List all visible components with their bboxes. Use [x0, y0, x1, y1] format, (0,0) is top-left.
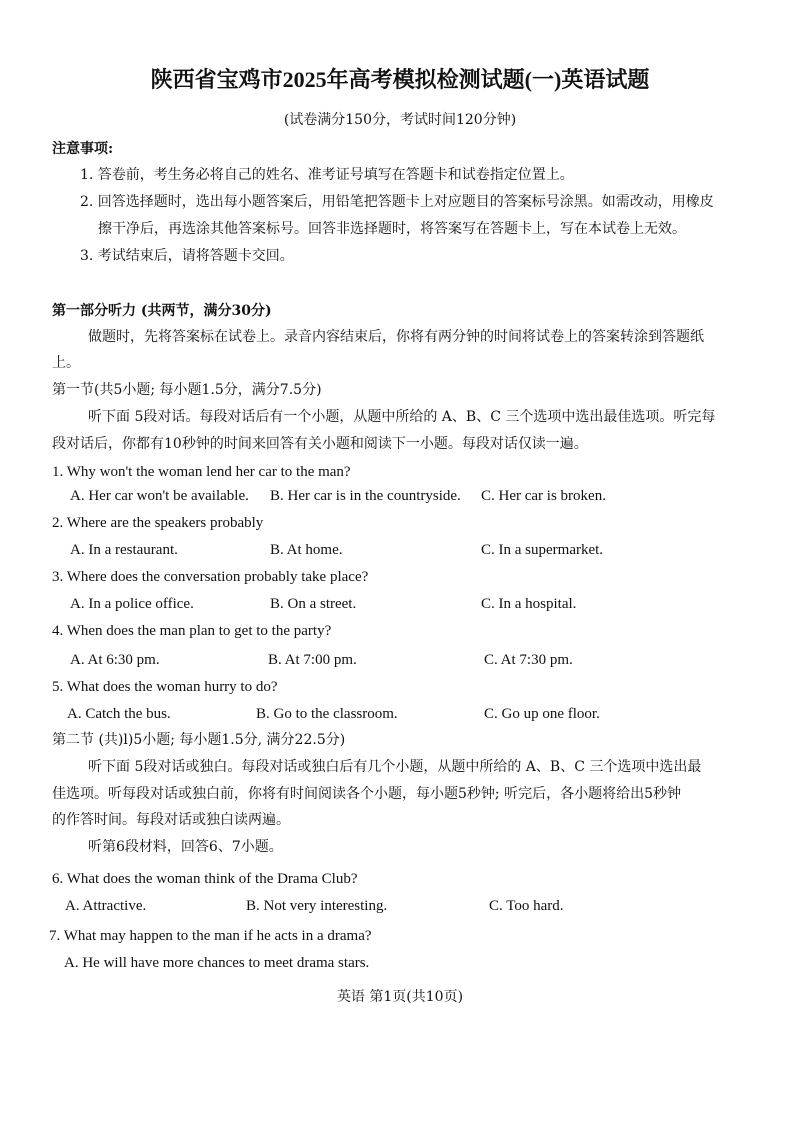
question-2: 2. Where are the speakers probably: [52, 515, 264, 531]
section1-instr-line1: 听下面 5段对话。每段对话后有一个小题，从题中所给的 A、B、C 三个选项中选出最佳选项。听完每: [88, 409, 716, 425]
question-5: 5. What does the woman hurry to do?: [52, 679, 278, 695]
question-1: 1. Why won't the woman lend her car to the man?: [52, 464, 351, 480]
question-4: 4. When does the man plan to get to the party?: [52, 623, 332, 639]
part1-heading: 第一部分听力 (共两节，满分30分): [52, 303, 272, 319]
q6-option-a: A. Attractive.: [65, 898, 147, 914]
notice-item-2: 2. 回答选择题时，选出每小题答案后，用铅笔把答题卡上对应题目的答案标号涂黑。如需改动，用橡皮: [80, 194, 714, 210]
q1-option-c: C. Her car is broken.: [481, 488, 606, 504]
q5-option-c: C. Go up one floor.: [484, 706, 600, 722]
notice-item-2-cont: 擦干净后，再选涂其他答案标号。回答非选择题时，将答案写在答题卡上，写在本试卷上无效。: [98, 221, 686, 237]
section2-instr-line1: 听下面 5段对话或独白。每段对话或独白后有几个小题，从题中所给的 A、B、C 三个选项中选出最: [88, 759, 702, 775]
question-7: 7. What may happen to the man if he acts in a drama?: [49, 928, 372, 944]
exam-title: 陕西省宝鸡市2025年高考模拟检测试题(一)英语试题: [150, 67, 650, 92]
q2-option-b: B. At home.: [270, 542, 343, 558]
q4-option-a: A. At 6:30 pm.: [70, 652, 160, 668]
q3-option-a: A. In a police office.: [70, 596, 194, 612]
q1-option-a: A. Her car won't be available.: [70, 488, 249, 504]
q2-option-c: C. In a supermarket.: [481, 542, 604, 558]
q3-option-c: C. In a hospital.: [481, 596, 577, 612]
q4-option-b: B. At 7:00 pm.: [268, 652, 357, 668]
q1-option-b: B. Her car is in the countryside.: [270, 488, 461, 504]
q3-option-b: B. On a street.: [270, 596, 357, 612]
material-6-note: 听第6段材料，回答6、7小题。: [88, 839, 283, 855]
page-footer: 英语 第1页(共10页): [336, 989, 464, 1005]
question-3: 3. Where does the conversation probably take place?: [52, 569, 369, 585]
question-6: 6. What does the woman think of the Drama Club?: [52, 871, 358, 887]
q5-option-b: B. Go to the classroom.: [256, 706, 398, 722]
q4-option-c: C. At 7:30 pm.: [484, 652, 573, 668]
section1-instr-line2: 段对话后，你都有10秒钟的时间来回答有关小题和阅读下一小题。每段对话仅读一遍。: [52, 436, 588, 452]
q5-option-a: A. Catch the bus.: [67, 706, 171, 722]
part1-intro-line1: 做题时，先将答案标在试卷上。录音内容结束后，你将有两分钟的时间将试卷上的答案转涂到答题纸: [88, 329, 704, 345]
q6-option-c: C. Too hard.: [489, 898, 564, 914]
exam-subtitle: (试卷满分150分，考试时间120分钟): [283, 112, 517, 128]
q2-option-a: A. In a restaurant.: [70, 542, 178, 558]
notice-item-1: 1. 答卷前，考生务必将自己的姓名、准考证号填写在答题卡和试卷指定位置上。: [80, 167, 574, 183]
section2-instr-line3: 的作答时间。每段对话或独白读两遍。: [52, 812, 290, 828]
section2-instr-line2: 佳选项。听每段对话或独白前，你将有时间阅读各个小题，每小题5秒钟; 听完后，各小题将给出5秒钟: [52, 786, 681, 802]
section1-heading: 第一节(共5小题; 每小题1.5分，满分7.5分): [52, 382, 322, 398]
q6-option-b: B. Not very interesting.: [246, 898, 388, 914]
section2-heading: 第二节 (共)l)5小题; 每小题1.5分, 满分22.5分): [52, 732, 346, 748]
part1-intro-line2: 上。: [52, 355, 80, 371]
notice-item-3: 3. 考试结束后，请将答题卡交回。: [80, 248, 294, 264]
notice-heading: 注意事项:: [52, 141, 114, 157]
q7-option-a: A. He will have more chances to meet drama stars.: [64, 955, 370, 971]
